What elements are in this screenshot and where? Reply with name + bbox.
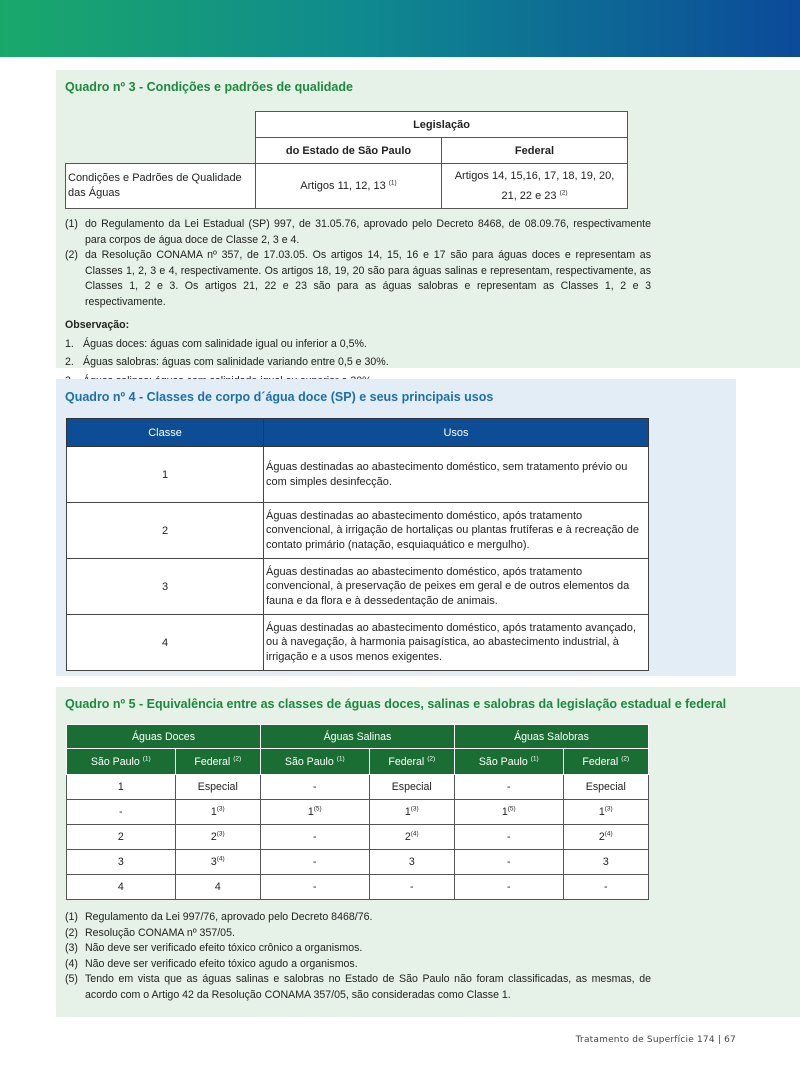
sub-fed: Federal $^{(2)}$ xyxy=(369,749,454,775)
estado-value: Artigos 11, 12, 13 $^{(1)}$ xyxy=(256,164,442,209)
sub-fed: Federal $^{(2)}$ xyxy=(175,749,260,775)
quadro-3-notes xyxy=(65,217,651,389)
observacao-item: 1. Águas doces: águas com salinidade igual ou inferior a 0,5%. xyxy=(65,337,367,350)
table-cell: Especial xyxy=(369,775,454,800)
table-row: 4 Águas destinadas ao abastecimento doméstico, após tratamento avançado, ou à navegação, à harmonia paisagística, ao abastecimento industrial, à irrigação e a usos menos exigentes. xyxy=(67,615,649,671)
table-row xyxy=(67,800,649,825)
footnote: (3) Não deve ser verificado efeito tóxico crônico a organismos. xyxy=(65,942,363,954)
quadro-4-table xyxy=(66,418,649,671)
quadro-3-title: Quadro nº 3 - Condições e padrões de qualidade xyxy=(65,80,353,94)
top-banner xyxy=(0,0,800,57)
table-cell: - xyxy=(454,850,563,875)
table-cell: - xyxy=(260,850,369,875)
quadro-5-title: Quadro nº 5 - Equivalência entre as classes de águas doces, salinas e salobras da legislação estadual e federal xyxy=(65,697,727,711)
table-cell: Especial xyxy=(175,775,260,800)
header-legislacao: Legislação xyxy=(256,112,628,138)
table-cell: - xyxy=(454,825,563,850)
table-cell: 3 xyxy=(67,850,176,875)
quadro-5-table xyxy=(66,724,649,900)
quadro-4-title: Quadro nº 4 - Classes de corpo d´água doce (SP) e seus principais usos xyxy=(65,390,494,404)
col-classe: Classe xyxy=(67,419,264,447)
quadro-5-notes xyxy=(65,910,651,1003)
table-row: 2 Águas destinadas ao abastecimento doméstico, após tratamento convencional, à irrigação de hortaliças ou plantas frutíferas e à recreação de contato primário (natação, esquiaquático e mergulho). xyxy=(67,503,649,559)
quadro-5-panel xyxy=(56,687,800,1017)
quadro-4-panel xyxy=(56,379,736,676)
table-cell: Especial xyxy=(563,775,648,800)
col-usos: Usos xyxy=(264,419,649,447)
table-cell: - xyxy=(454,875,563,900)
group-doces: Águas Doces xyxy=(67,725,261,749)
table-cell: 1 xyxy=(67,775,176,800)
footnote: (2) da Resolução CONAMA nº 357, de 17.03.05. Os artigos 14, 15, 16 e 17 são para águas doces e representam as Classes 1, 2, 3 e 4, respectivamente. Os artigos 18, 19, 20 são para águas salinas e representam, respectivamente, as Classes 1, 2 e 3. Os artigos 21, 22 e 23 são para as águas salobras e representam as Classes 1, 2 e 3 respectivamente. xyxy=(65,249,651,308)
table-row: 1 Águas destinadas ao abastecimento doméstico, sem tratamento prévio ou com simples desinfecção. xyxy=(67,447,649,503)
group-salinas: Águas Salinas xyxy=(260,725,454,749)
header-federal: Federal xyxy=(442,138,628,164)
table-cell: - xyxy=(563,875,648,900)
table-cell: 1$^{(3)}$ xyxy=(369,800,454,825)
table-row xyxy=(67,775,649,800)
observacao-item: 2. Águas salobras: águas com salinidade variando entre 0,5 e 30%. xyxy=(65,356,389,368)
table-cell: - xyxy=(260,775,369,800)
footnote: (2) Resolução CONAMA nº 357/05. xyxy=(65,926,235,939)
table-cell: 3 xyxy=(563,850,648,875)
table-row: 3 Águas destinadas ao abastecimento doméstico, após tratamento convencional, à preservação de peixes em geral e de outros elementos da fauna e da flora e à dessedentação de animais. xyxy=(67,559,649,615)
table-cell: 1$^{(3)}$ xyxy=(563,800,648,825)
quadro-3-panel xyxy=(56,70,800,368)
table-cell: - xyxy=(67,800,176,825)
table-cell: 1$^{(5)}$ xyxy=(260,800,369,825)
table-cell: 1$^{(5)}$ xyxy=(454,800,563,825)
page-footer: Tratamento de Superfície 174 | 67 xyxy=(575,1035,736,1045)
table-row xyxy=(67,825,649,850)
table-cell: 2$^{(4)}$ xyxy=(563,825,648,850)
table-cell: - xyxy=(260,875,369,900)
table-cell: - xyxy=(454,775,563,800)
group-salobras: Águas Salobras xyxy=(454,725,648,749)
sub-sp: São Paulo $^{(1)}$ xyxy=(67,749,176,775)
table-row xyxy=(67,875,649,900)
footnote: (4) Não deve ser verificado efeito tóxico agudo a organismos. xyxy=(65,957,358,970)
table-cell: 3 xyxy=(369,850,454,875)
table-cell: 4 xyxy=(175,875,260,900)
table-cell: 1$^{(3)}$ xyxy=(175,800,260,825)
table-row xyxy=(67,850,649,875)
header-estado: do Estado de São Paulo xyxy=(256,138,442,164)
table-cell: - xyxy=(369,875,454,900)
table-cell: 2 xyxy=(67,825,176,850)
sub-sp: São Paulo $^{(1)}$ xyxy=(454,749,563,775)
footnote: (5) Tendo em vista que as águas salinas e salobras no Estado de São Paulo não foram classificadas, as mesmas, de acordo com o Artigo 42 da Resolução CONAMA 357/05, são consideradas como Classe 1. xyxy=(65,973,651,1001)
quadro-3-table xyxy=(65,111,628,209)
table-cell: 2$^{(3)}$ xyxy=(175,825,260,850)
sub-sp: São Paulo $^{(1)}$ xyxy=(260,749,369,775)
row-label: Condições e Padrões de Qualidade das Águas xyxy=(66,164,256,209)
federal-value: Artigos 14, 15,16, 17, 18, 19, 20, 21, 22 e 23 $^{(2)}$ xyxy=(442,164,628,209)
footnote: (1) do Regulamento da Lei Estadual (SP) 997, de 31.05.76, aprovado pelo Decreto 8468, de 08.09.76, respectivamente para corpos de água doce de Classe 2, 3 e 4. xyxy=(65,218,651,246)
table-cell: - xyxy=(260,825,369,850)
sub-fed: Federal $^{(2)}$ xyxy=(563,749,648,775)
footnote: (1) Regulamento da Lei 997/76, aprovado pelo Decreto 8468/76. xyxy=(65,911,373,923)
table-cell: 2$^{(4)}$ xyxy=(369,825,454,850)
table-cell: 4 xyxy=(67,875,176,900)
table-cell: 3$^{(4)}$ xyxy=(175,850,260,875)
observacao-title: Observação: xyxy=(65,319,130,331)
